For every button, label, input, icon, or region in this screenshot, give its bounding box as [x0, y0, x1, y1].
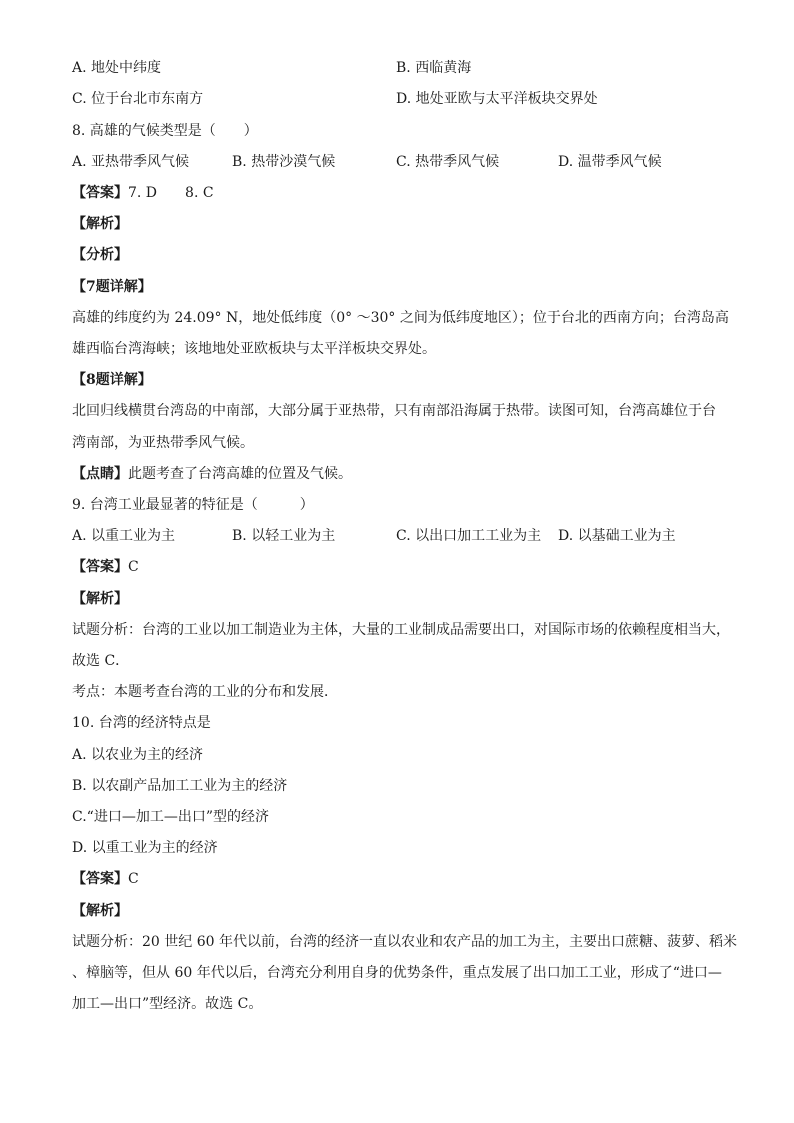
text-line: 试题分析：台湾的工业以加工制造业为主体，大量的工业制成品需要出口，对国际市场的依赖程度相当大， — [72, 622, 730, 638]
section-tag: 【点睛】 — [72, 466, 128, 482]
section-tag: 【答案】 — [72, 559, 128, 575]
section-tag: 【解析】 — [72, 903, 128, 919]
answer-option: C. 以出口加工工业为主 — [396, 528, 542, 544]
section-text: C — [128, 871, 139, 887]
text-line: B. 以农副产品加工工业为主的经济 — [72, 778, 288, 794]
text-line: 10. 台湾的经济特点是 — [72, 715, 211, 731]
section-line — [72, 215, 727, 233]
section-line — [72, 184, 727, 202]
text-line: 考点：本题考查台湾的工业的分布和发展． — [72, 684, 338, 700]
text-line: 故选 C． — [72, 653, 130, 669]
text-line: 9. 台湾工业最显著的特征是（ ） — [72, 497, 314, 513]
answer-option: D. 地处亚欧与太平洋板块交界处 — [396, 91, 598, 107]
answer-option: A. 亚热带季风气候 — [72, 154, 190, 170]
text-line: 加工—出口”型经济。故选 C。 — [72, 996, 263, 1012]
section-line — [72, 371, 727, 389]
text-line: 高雄的纬度约为 24.09° N，地处低纬度（0° ～30° 之间为低纬度地区）；位于台北的西南方向；台湾岛高 — [72, 310, 729, 326]
answer-option: C. 热带季风气候 — [396, 154, 500, 170]
answer-option: A. 以重工业为主 — [72, 528, 176, 544]
section-text: 7. D 8. C — [128, 185, 214, 201]
section-tag: 【分析】 — [72, 247, 128, 263]
answer-option: C. 位于台北市东南方 — [72, 91, 204, 107]
answer-option: D. 以基础工业为主 — [558, 528, 676, 544]
section-line — [72, 278, 727, 296]
answer-option: B. 以轻工业为主 — [232, 528, 336, 544]
text-line: 、樟脑等，但从 60 年代以后，台湾充分利用自身的优势条件，重点发展了出口加工工业，形成了“进口— — [72, 965, 722, 981]
section-line — [72, 246, 727, 264]
section-line — [72, 870, 727, 888]
section-text: C — [128, 559, 139, 575]
text-line: A. 以农业为主的经济 — [72, 747, 204, 763]
text-line: 试题分析：20 世纪 60 年代以前，台湾的经济一直以农业和农产品的加工为主，主要出口蔗糖、菠萝、稻米 — [72, 934, 737, 950]
text-line: 湾南部，为亚热带季风气候。 — [72, 435, 254, 451]
section-tag: 【解析】 — [72, 591, 128, 607]
text-line: 北回归线横贯台湾岛的中南部，大部分属于亚热带，只有南部沿海属于热带。读图可知，台湾高雄位于台 — [72, 403, 716, 419]
section-line — [72, 465, 727, 483]
answer-option: A. 地处中纬度 — [72, 60, 162, 76]
section-line — [72, 902, 727, 920]
section-tag: 【7题详解】 — [72, 279, 152, 295]
section-tag: 【答案】 — [72, 871, 128, 887]
section-line — [72, 558, 727, 576]
text-line: D. 以重工业为主的经济 — [72, 840, 218, 856]
answer-option: D. 温带季风气候 — [558, 154, 662, 170]
section-tag: 【答案】 — [72, 185, 128, 201]
section-tag: 【8题详解】 — [72, 372, 152, 388]
section-line — [72, 590, 727, 608]
text-line: C.“进口—加工—出口”型的经济 — [72, 809, 269, 825]
text-line: 雄西临台湾海峡；该地地处亚欧板块与太平洋板块交界处。 — [72, 341, 436, 357]
answer-option: B. 热带沙漠气候 — [232, 154, 336, 170]
text-line: 8. 高雄的气候类型是（ ） — [72, 123, 258, 139]
section-text: 此题考查了台湾高雄的位置及气候。 — [128, 466, 352, 482]
answer-option: B. 西临黄海 — [396, 60, 472, 76]
section-tag: 【解析】 — [72, 216, 128, 232]
